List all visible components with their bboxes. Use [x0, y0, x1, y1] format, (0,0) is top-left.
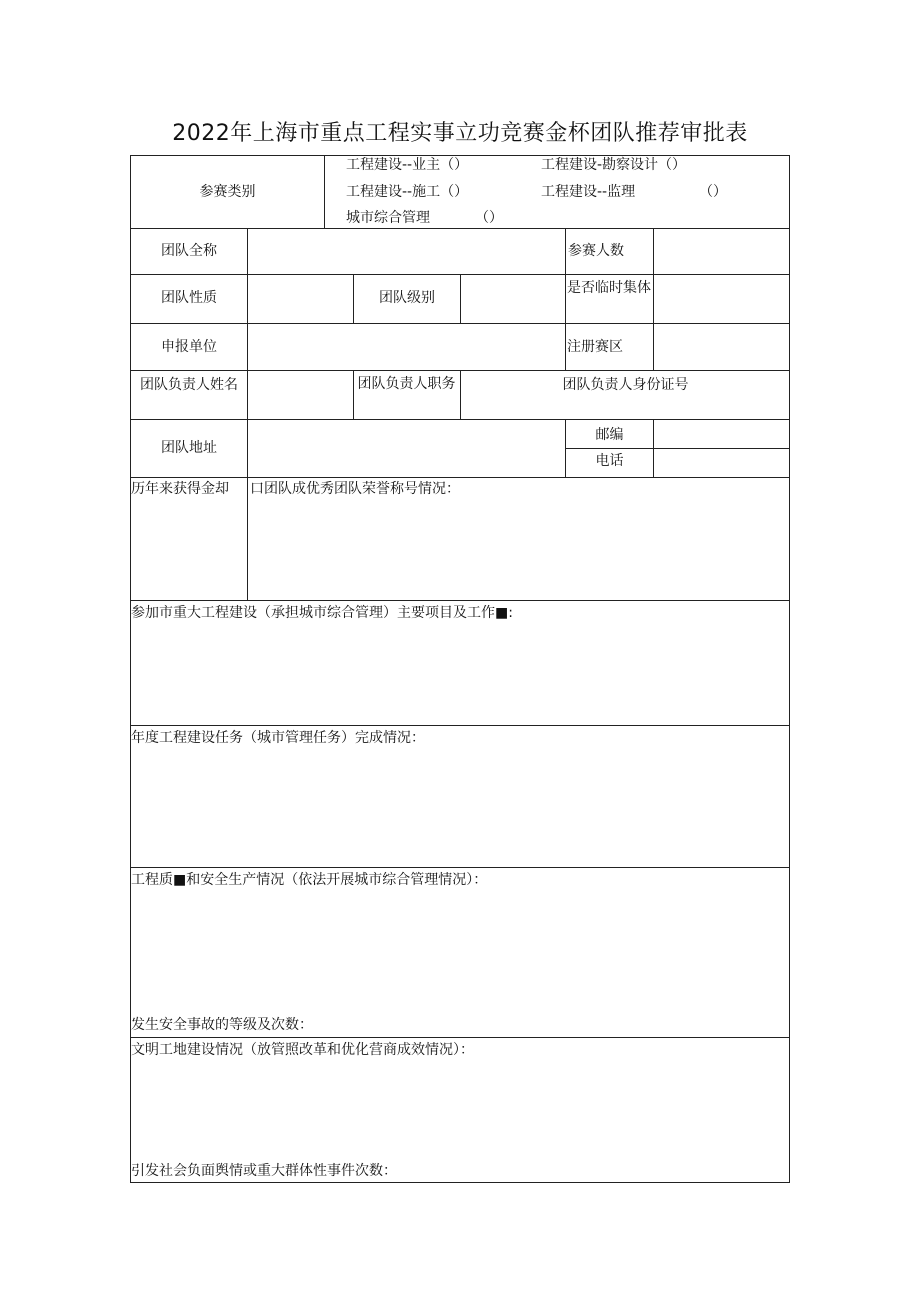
category-label: 参赛类别 — [199, 184, 256, 200]
category-option-survey-design[interactable]: 工程建设-勘察设计（） — [541, 157, 687, 173]
leader-title-label: 团队负责人职务 — [357, 376, 456, 392]
category-option-construction[interactable]: 工程建设--施工（） — [346, 184, 469, 200]
major-projects-heading: 参加市重大工程建设（承担城市综合管理）主要项目及工作■: — [131, 605, 513, 621]
row-divider — [130, 867, 790, 868]
registered-region-label: 注册赛区 — [567, 339, 623, 355]
applicant-unit-label: 申报单位 — [161, 339, 217, 355]
quality-safety-heading: 工程质■和安全生产情况（依法开展城市综合管理情况）： — [131, 872, 488, 888]
col-divider — [353, 370, 354, 419]
page-title: 2022年上海市重点工程实事立功竞赛金杯团队推荐审批表 — [172, 121, 748, 146]
leader-id-label: 团队负责人身份证号 — [562, 377, 689, 393]
category-option-owner[interactable]: 工程建设--业主（） — [346, 157, 469, 173]
public-events-label: 引发社会负面舆情或重大群体性事件次数： — [131, 1163, 397, 1179]
row-divider — [130, 228, 790, 229]
col-divider — [653, 419, 654, 477]
category-option-supervision[interactable]: 工程建设--监理 — [541, 184, 636, 200]
temporary-collective-label: 是否临时集体 — [567, 280, 651, 296]
col-divider — [324, 155, 325, 228]
col-divider — [247, 228, 248, 477]
annual-tasks-heading: 年度工程建设任务（城市管理任务）完成情况： — [131, 730, 425, 746]
row-divider — [130, 323, 790, 324]
row-divider — [130, 419, 790, 420]
team-address-label: 团队地址 — [161, 440, 217, 456]
row-divider — [130, 1037, 790, 1038]
accidents-label: 发生安全事故的等级及次数： — [131, 1017, 313, 1033]
row-divider — [130, 477, 790, 478]
category-option-city-management[interactable]: 城市综合管理 — [346, 210, 430, 226]
row-divider — [565, 448, 790, 449]
team-level-label: 团队级别 — [379, 290, 435, 306]
team-nature-label: 团队性质 — [161, 290, 217, 306]
team-name-label: 团队全称 — [161, 243, 217, 259]
phone-label: 电话 — [595, 453, 624, 469]
civilized-site-heading: 文明工地建设情况（放管照改革和优化营商成效情况）： — [131, 1042, 474, 1058]
postcode-label: 邮编 — [595, 427, 624, 443]
category-option-supervision-check[interactable]: （） — [699, 184, 727, 200]
honors-text: 口团队成优秀团队荣誉称号情况： — [250, 481, 460, 497]
category-option-city-management-check[interactable]: （） — [475, 210, 503, 226]
member-count-label: 参赛人数 — [568, 243, 624, 259]
row-divider — [130, 725, 790, 726]
col-divider — [460, 274, 461, 323]
leader-name-label: 团队负责人姓名 — [140, 377, 238, 393]
col-divider — [653, 228, 654, 370]
honors-label: 历年来获得金却 — [131, 481, 229, 497]
row-divider — [130, 600, 790, 601]
col-divider — [565, 228, 566, 370]
col-divider — [247, 477, 248, 600]
